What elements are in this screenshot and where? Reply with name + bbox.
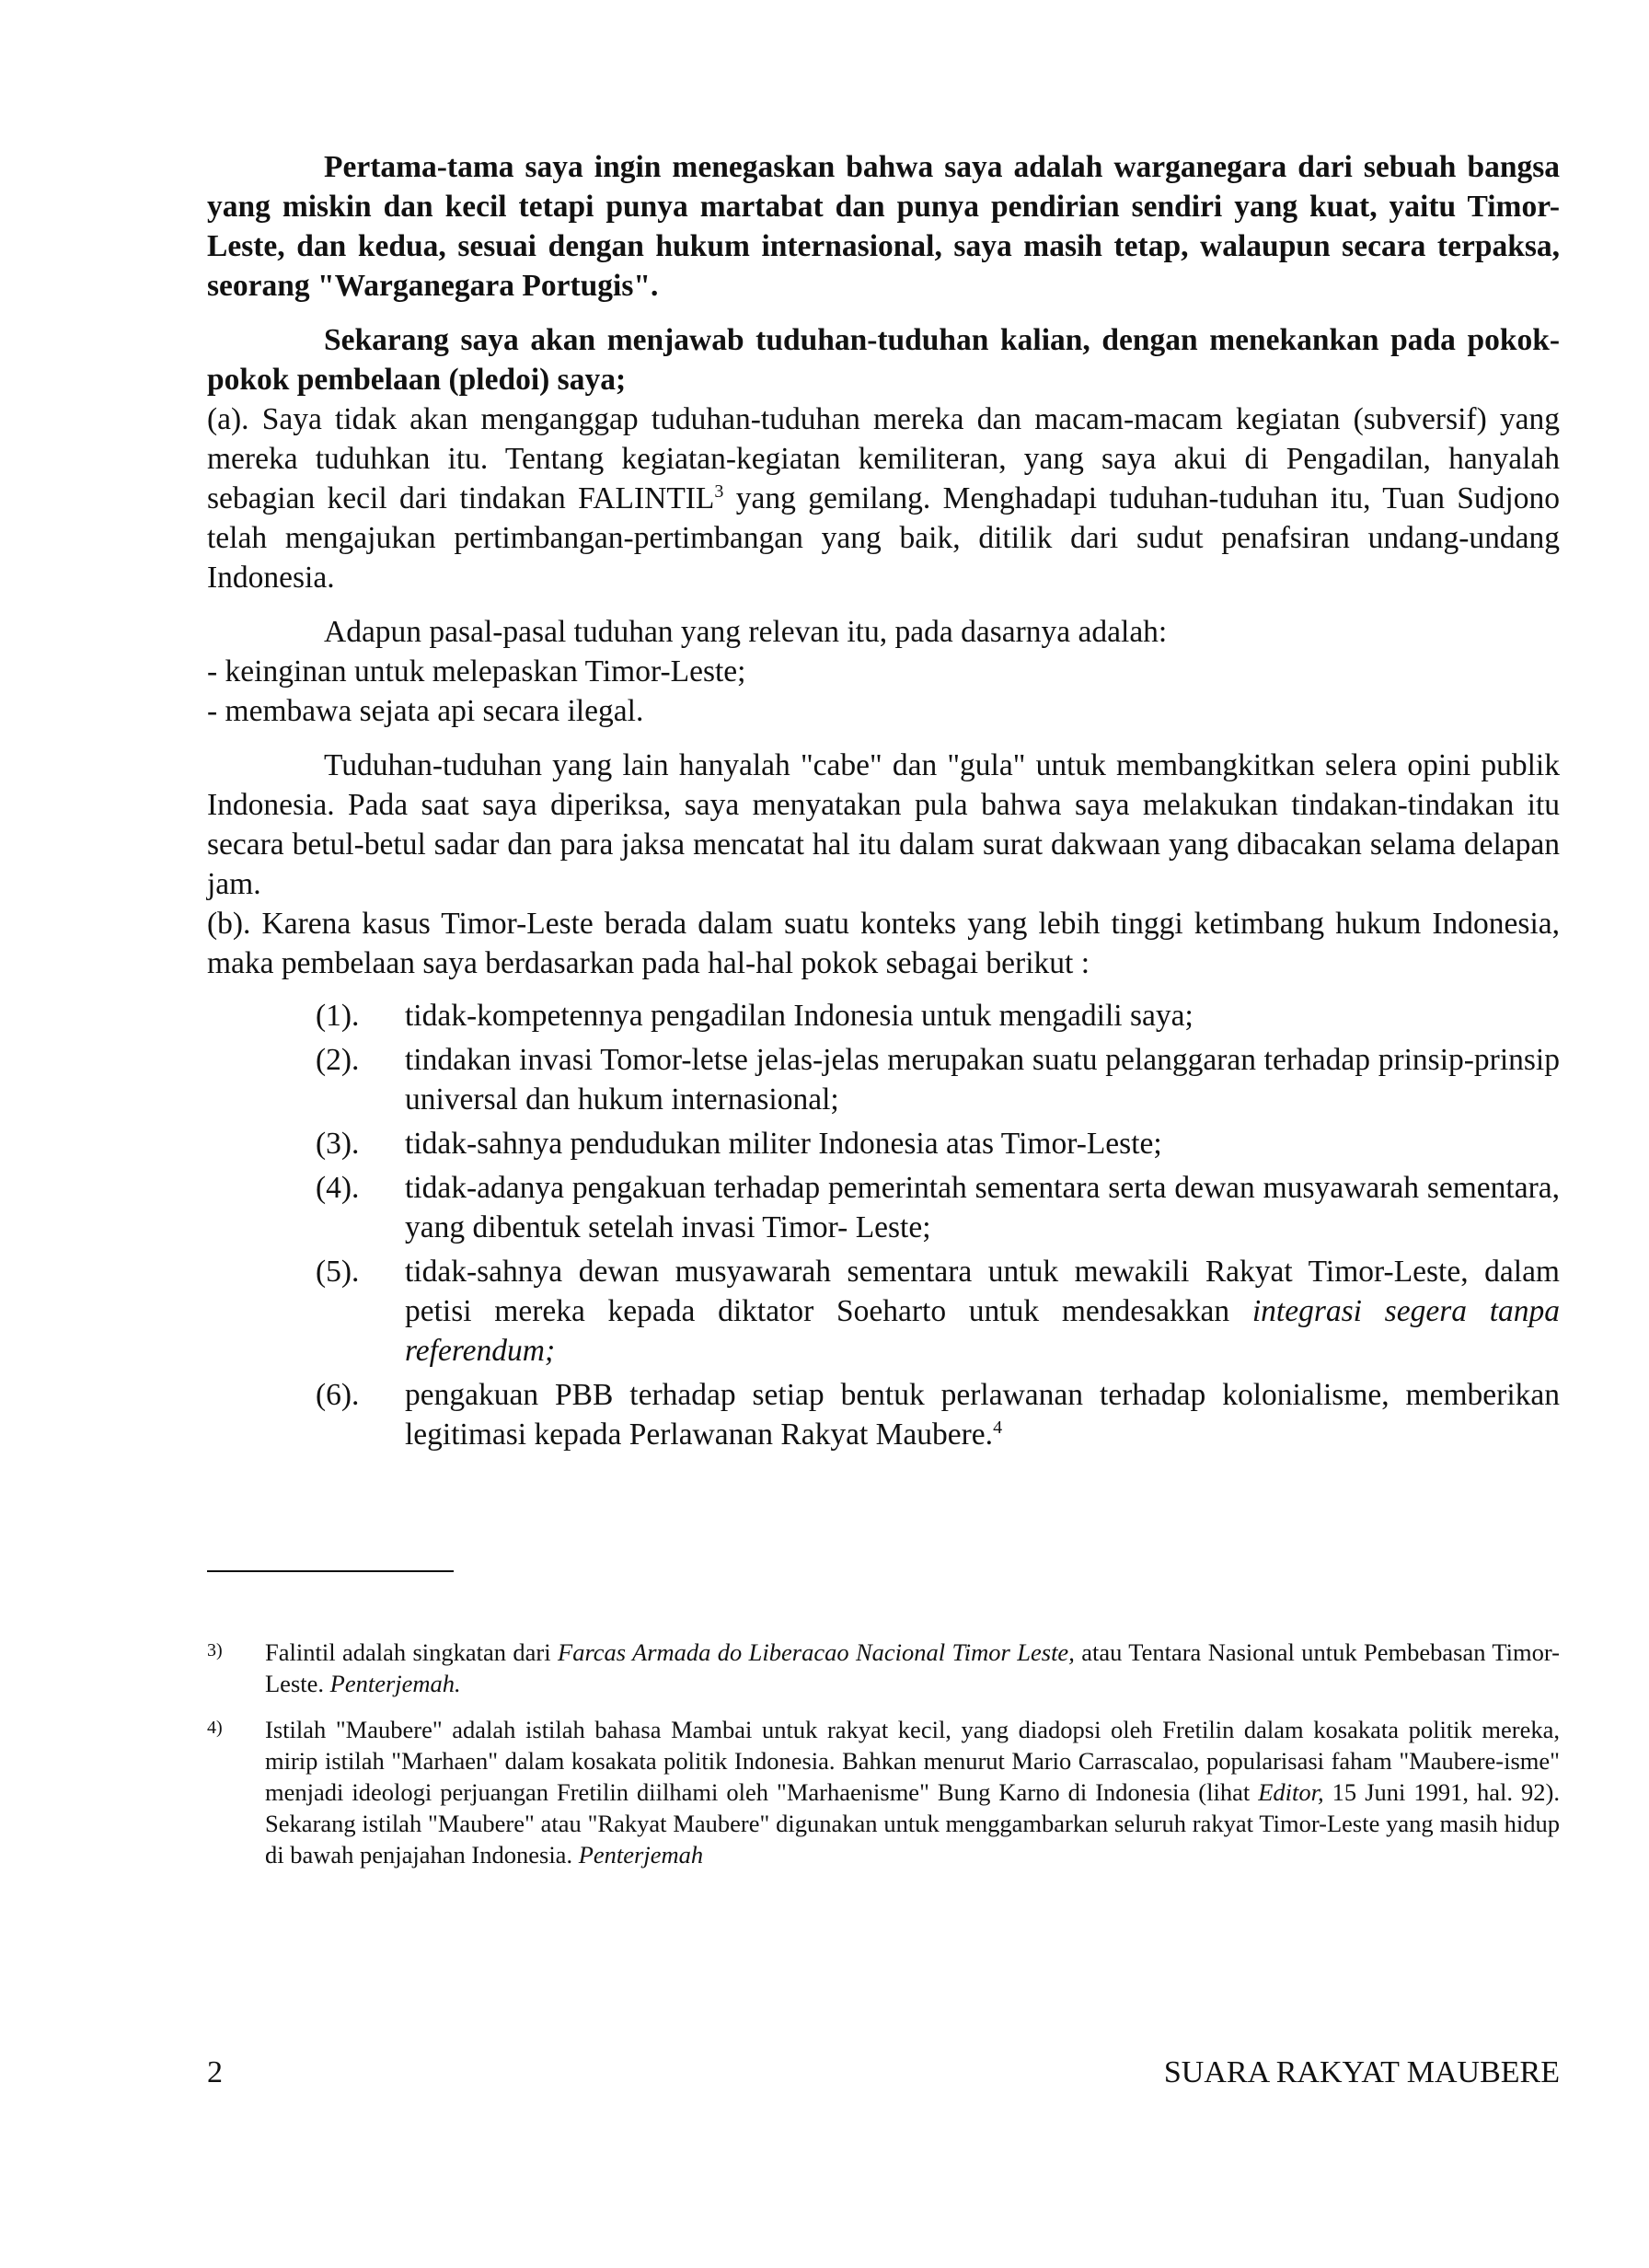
- footnote-mark: 4): [207, 1718, 223, 1738]
- point-text: tindakan invasi Tomor-letse jelas-jelas merupakan suatu pelanggaran terhadap prinsip-prinsip universal dan hukum internasional;: [405, 1043, 1560, 1117]
- point-text: tidak-kompetennya pengadilan Indonesia untuk mengadili saya;: [405, 999, 1194, 1033]
- charge-item-2: - membawa sejata api secara ilegal.: [207, 694, 644, 728]
- point-number: (4).: [316, 1171, 360, 1205]
- point-number: (3).: [316, 1127, 360, 1161]
- paragraph-other-charges: Tuduhan-tuduhan yang lain hanyalah "cabe" dan "gula" untuk membangkitkan selera opini publik Indonesia. Pada saat saya diperiksa, saya menyatakan pula bahwa saya melakukan tindakan-tindakan itu secara betul-betul sadar dan para jaksa mencatat hal itu dalam surat dakwaan yang dibacakan selama delapan jam.: [207, 748, 1560, 901]
- point-a-text-cont: yang gemilang. Menghadapi tuduhan-tuduhan itu, Tuan Sudjono telah mengajukan pertimbangan-pertimbangan yang baik, ditilik dari sudut penafsiran undang-undang Indonesia.: [207, 481, 1560, 595]
- footnote-text: [265, 1637, 1560, 1699]
- footnote-4-part1: Istilah "Maubere" adalah istilah bahasa Mambai untuk rakyat kecil, yang diadopsi oleh Fretilin dalam kosakata politik mereka, mirip istilah "Marhaen" dalam kosakata politik Indonesia. Bahkan menurut Mario Carrascalao, popularisasi faham "Maubere-isme" menjadi ideologi perjuangan Fretilin diilhami oleh "Marhaenisme" Bung Karno di Indonesia (lihat: [265, 1716, 1560, 1806]
- point-text: tidak-sahnya pendudukan militer Indonesia atas Timor-Leste;: [405, 1127, 1162, 1161]
- footnote-separator: [207, 1570, 454, 1572]
- point-text-italic: integrasi segera tanpa referendum;: [405, 1294, 1561, 1368]
- charge-item-1: - keinginan untuk melepaskan Timor-Leste;: [207, 654, 746, 688]
- paragraph-point-b: (b). Karena kasus Timor-Leste berada dalam suatu konteks yang lebih tinggi ketimbang hukum Indonesia, maka pembelaan saya berdasarkan pada hal-hal pokok sebagai berikut :: [207, 907, 1560, 980]
- paragraph-point-a: [207, 399, 1560, 597]
- point-text: tidak-adanya pengakuan terhadap pemerintah sementara serta dewan musyawarah sementara, yang dibentuk setelah invasi Timor- Leste;: [405, 1171, 1560, 1244]
- running-title: SUARA RAKYAT MAUBERE: [1163, 2055, 1560, 2089]
- defense-point-2: [207, 1040, 1560, 1119]
- point-number: (6).: [316, 1378, 360, 1412]
- paragraph-defense-intro: Sekarang saya akan menjawab tuduhan-tuduhan kalian, dengan menekankan pada pokok-pokok pembelaan (pledoi) saya;: [207, 323, 1560, 397]
- paragraph-citizenship: Pertama-tama saya ingin menegaskan bahwa saya adalah warganegara dari sebuah bangsa yang miskin dan kecil tetapi punya martabat dan punya pendirian sendiri yang kuat, yaitu Timor-Leste, dan kedua, sesuai dengan hukum internasional, saya masih tetap, walaupun secara terpaksa, seorang "Warganegara Portugis".: [207, 150, 1560, 303]
- paragraph-charges-intro: Adapun pasal-pasal tuduhan yang relevan itu, pada dasarnya adalah:: [324, 615, 1168, 649]
- point-a-text: (a). Saya tidak akan menganggap tuduhan-tuduhan mereka dan macam-macam kegiatan (subversif) yang mereka tuduhkan itu. Tentang kegiatan-kegiatan kemiliteran, yang saya akui di Pengadilan, hanyalah sebagian kecil dari tindakan FALINTIL: [207, 402, 1560, 515]
- footnote-3-part2: atau Tentara Nasional untuk Pembebasan Timor-Leste.: [265, 1638, 1560, 1697]
- page-number: 2: [207, 2055, 223, 2089]
- defense-point-1: [207, 996, 1560, 1036]
- defense-point-3: [207, 1124, 1560, 1163]
- point-text: [405, 1375, 1560, 1454]
- defense-point-4: [207, 1168, 1560, 1247]
- footnote-mark: 3): [207, 1640, 223, 1660]
- point-text: [405, 1252, 1560, 1371]
- footnote-4-italic2: Penterjemah: [578, 1841, 704, 1869]
- footnote-4-part2: 15 Juni 1991, hal. 92). Sekarang istilah "Maubere" atau "Rakyat Maubere" digunakan untuk menggambarkan seluruh rakyat Timor-Leste yang masih hidup di bawah penjajahan Indonesia.: [265, 1778, 1561, 1869]
- footnote-4: [207, 1714, 1560, 1870]
- point-number: (1).: [316, 999, 360, 1033]
- footnote-3: [207, 1637, 1560, 1699]
- document-body: [207, 147, 1560, 1459]
- defense-point-6: [207, 1375, 1560, 1454]
- point-number: (2).: [316, 1043, 360, 1077]
- point-text-main: pengakuan PBB terhadap setiap bentuk perlawanan terhadap kolonialisme, memberikan legitimasi kepada Perlawanan Rakyat Maubere.: [405, 1378, 1560, 1452]
- footnote-3-italic1: Farcas Armada do Liberacao Nacional Timor Leste,: [558, 1638, 1075, 1666]
- footnote-ref-4: 4: [993, 1417, 1003, 1438]
- footnote-3-part1: Falintil adalah singkatan dari: [265, 1638, 559, 1666]
- footnote-ref-3: 3: [714, 480, 724, 502]
- defense-points-list: [207, 996, 1560, 1454]
- footnote-4-italic1: Editor,: [1258, 1778, 1324, 1806]
- page-footer: [207, 2055, 1560, 2090]
- point-number: (5).: [316, 1255, 360, 1289]
- footnote-3-italic2: Penterjemah.: [329, 1670, 461, 1697]
- defense-point-5: [207, 1252, 1560, 1371]
- point-text-plain: tidak-sahnya dewan musyawarah sementara untuk mewakili Rakyat Timor-Leste, dalam petisi mereka kepada diktator Soeharto untuk mendesakkan: [405, 1255, 1560, 1328]
- footnote-text: [265, 1714, 1560, 1870]
